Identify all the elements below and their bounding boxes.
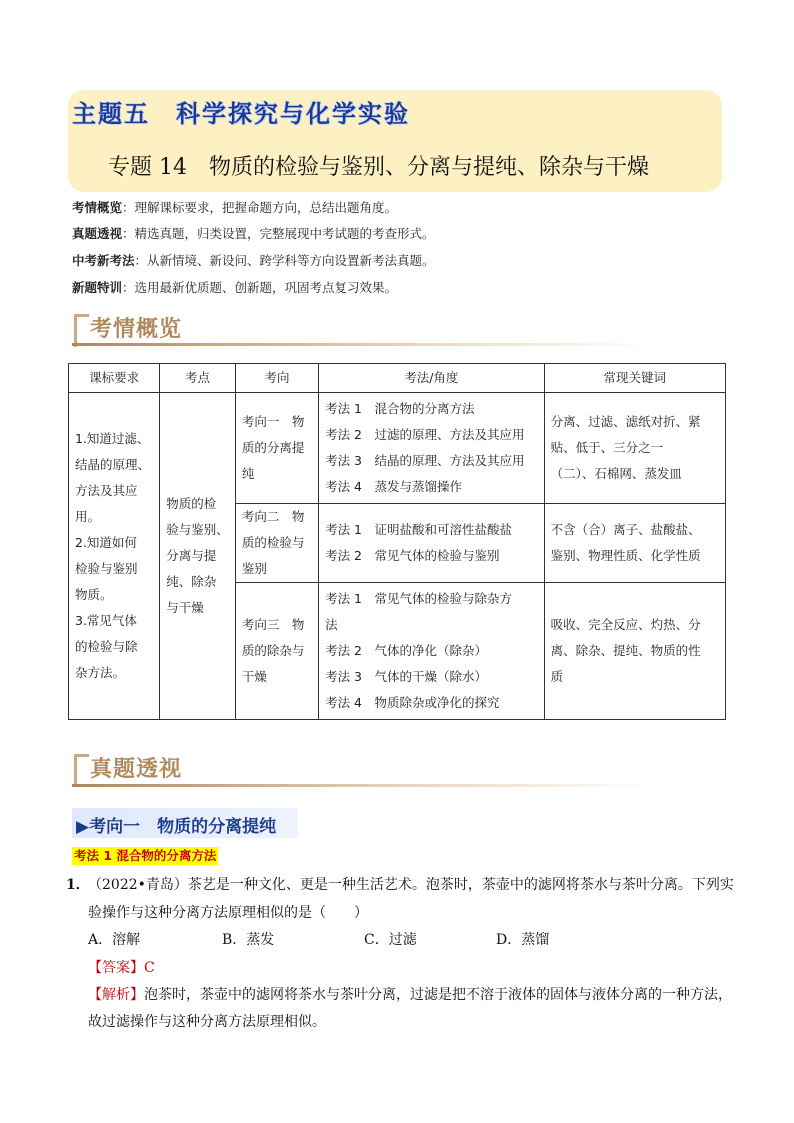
direction-cell	[235, 393, 318, 504]
cell-line: 法	[325, 617, 338, 632]
cell-line: 2.知道如何	[75, 535, 137, 550]
option-d: D．蒸馏	[496, 932, 550, 948]
keywords-cell	[544, 393, 725, 504]
direction-cell	[235, 504, 318, 583]
section-heading-real: 真题透视	[90, 757, 183, 782]
section-underline	[72, 784, 652, 787]
cell-line: 物质的检	[166, 496, 217, 511]
cell-line: 考法 2 气体的净化（除杂）	[325, 643, 487, 658]
cell-line: 考向一 物	[241, 414, 305, 429]
table-header-row	[69, 364, 726, 393]
cell-line: 考法 4 蒸发与蒸馏操作	[325, 479, 462, 494]
intro-line	[72, 278, 397, 296]
option-b: B．蒸发	[222, 932, 275, 948]
cell-line: 考法 3 气体的干燥（除水）	[325, 669, 487, 684]
cell-line: 结晶的原理、	[75, 457, 151, 472]
overview-table	[68, 363, 726, 720]
table-header: 考向	[235, 364, 318, 393]
sub-title: 专题 14 物质的检验与鉴别、分离与提纯、除杂与干燥	[108, 155, 649, 180]
section-decoration	[74, 754, 89, 787]
table-header: 课标要求	[69, 364, 160, 393]
cell-line: 用。	[75, 509, 101, 524]
cell-line: 质的除杂与	[241, 643, 305, 658]
section-heading-overview: 考情概览	[90, 317, 183, 342]
section-underline	[72, 343, 652, 346]
methods-cell	[319, 504, 545, 583]
cell-line: 考法 1 常见气体的检验与除杂方	[325, 591, 512, 606]
cell-line: 方法及其应	[75, 483, 138, 498]
methods-cell	[319, 393, 545, 504]
table-header: 考法/角度	[319, 364, 545, 393]
method-label: 考法 1 混合物的分离方法	[74, 848, 217, 863]
analysis-line: 故过滤操作与这种分离方法原理相似。	[88, 1014, 326, 1030]
cell-line: 离、除杂、提纯、物质的性	[550, 643, 701, 658]
cell-line: 考法 4 物质除杂或净化的探究	[325, 695, 500, 710]
intro-line	[72, 224, 435, 242]
intro-text: ：从新情境、新设问、跨学科等方向设置新考法真题。	[134, 253, 435, 268]
requirements-cell	[69, 393, 160, 720]
direction-cell	[235, 583, 318, 720]
cell-line: 考法 2 过滤的原理、方法及其应用	[325, 427, 525, 442]
intro-key: 考情概览	[72, 200, 123, 215]
answer-value: C	[144, 960, 155, 976]
cell-line: 质的检验与	[241, 535, 305, 550]
methods-cell	[319, 583, 545, 720]
cell-line: （二）、石棉网、蒸发皿	[550, 466, 682, 481]
intro-text: ：精选真题，归类设置，完整展现中考试题的考查形式。	[122, 226, 435, 241]
option-a: A．溶解	[88, 932, 141, 948]
cell-line: 考法 2 常见气体的检验与鉴别	[325, 548, 500, 563]
question-line: （2022•青岛）茶艺是一种文化、更是一种生活艺术。泡茶时，茶壶中的滤网将茶水与茶叶分离。下列实	[88, 877, 734, 893]
analysis-tag: 【解析】	[88, 987, 144, 1003]
cell-line: 考向二 物	[241, 509, 305, 524]
table-row	[69, 393, 726, 504]
keywords-cell	[544, 583, 725, 720]
cell-line: 考法 1 混合物的分离方法	[325, 401, 475, 416]
intro-text: ：选用最新优质题、创新题，巩固考点复习效果。	[122, 280, 398, 295]
cell-line: 吸收、完全反应、灼热、分	[550, 617, 701, 632]
cell-line: 考向三 物	[241, 617, 305, 632]
cell-line: 杂方法。	[75, 665, 126, 680]
intro-key: 中考新考法	[72, 253, 135, 268]
cell-line: 质的分离提	[241, 440, 305, 455]
question-line: 验操作与这种分离方法原理相似的是（ ）	[88, 905, 368, 921]
intro-line	[72, 198, 397, 216]
cell-line: 纯	[241, 466, 255, 481]
analysis-text: 泡茶时，茶壶中的滤网将茶水与茶叶分离，过滤是把不溶于液体的固体与液体分离的一种方法，	[144, 987, 732, 1003]
cell-line: 质	[550, 669, 564, 684]
cell-line: 干燥	[241, 669, 267, 684]
main-title: 主题五 科学探究与化学实验	[72, 100, 410, 128]
cell-line: 分离、过滤、滤纸对折、紧	[550, 414, 701, 429]
intro-text: ：理解课标要求，把握命题方向，总结出题角度。	[122, 200, 398, 215]
cell-line: 分离与提	[166, 548, 217, 563]
cell-line: 考法 3 结晶的原理、方法及其应用	[325, 453, 525, 468]
direction-title: ▶考向一 物质的分离提纯	[76, 817, 277, 837]
keywords-cell	[544, 504, 725, 583]
answer-tag: 【答案】	[88, 960, 144, 976]
option-c: C．过滤	[364, 932, 417, 948]
question-number: 1．	[66, 877, 90, 893]
cell-line: 验与鉴别、	[166, 522, 229, 537]
intro-line	[72, 251, 435, 269]
point-cell	[160, 393, 236, 720]
table-header: 常现关键词	[544, 364, 725, 393]
cell-line: 纯、除杂	[166, 574, 217, 589]
cell-line: 检验与鉴别	[75, 561, 138, 576]
cell-line: 物质。	[75, 587, 113, 602]
table-header: 考点	[160, 364, 236, 393]
cell-line: 1.知道过滤、	[75, 431, 150, 446]
cell-line: 与干燥	[166, 600, 204, 615]
intro-key: 新题特训	[72, 280, 123, 295]
cell-line: 考法 1 证明盐酸和可溶性盐酸盐	[325, 522, 512, 537]
cell-line: 的检验与除	[75, 639, 138, 654]
answer-line	[88, 957, 155, 977]
cell-line: 不含（合）离子、盐酸盐、	[550, 522, 701, 537]
cell-line: 鉴别	[241, 561, 267, 576]
analysis-line	[88, 984, 732, 1004]
cell-line: 3.常见气体	[75, 613, 137, 628]
intro-key: 真题透视	[72, 226, 123, 241]
cell-line: 鉴别、物理性质、化学性质	[550, 548, 701, 563]
cell-line: 贴、低于、三分之一	[550, 440, 664, 455]
